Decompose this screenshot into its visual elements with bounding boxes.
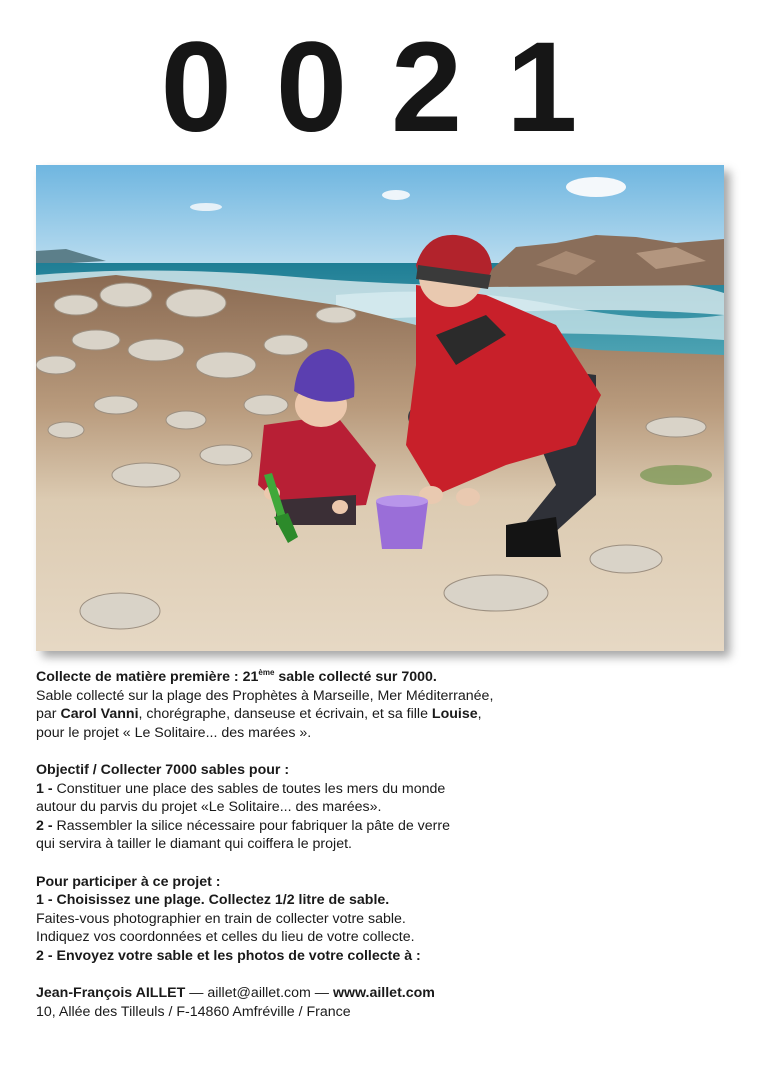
participate-heading: Pour participer à ce projet :	[36, 873, 221, 890]
person-name-carol: Carol Vanni	[60, 706, 139, 723]
objective-item-2-cont: qui servira à tailler le diamant qui coiffera le projet.	[36, 836, 352, 853]
contact-line: Jean-François AILLET — aillet@aillet.com — www.aillet.com	[36, 985, 435, 1002]
participate-step-1: 1 - Choisissez une plage. Collectez 1/2 litre de sable.	[36, 892, 390, 909]
contact-address: 10, Allée des Tilleuls / F-14860 Amfréville / France	[36, 1003, 351, 1020]
objective-item-1-cont: autour du parvis du projet «Le Solitaire... des marées».	[36, 799, 382, 816]
objective-heading: Objectif / Collecter 7000 sables pour :	[36, 761, 290, 778]
objective-item-2: 2 - Rassembler la silice nécessaire pour fabriquer la pâte de verre	[36, 817, 451, 834]
description-text	[36, 668, 726, 1021]
participate-line-1: Faites-vous photographier en train de collecter votre sable.	[36, 910, 406, 927]
contact-website[interactable]: www.aillet.com	[332, 985, 435, 1002]
intro-line-3: pour le projet « Le Solitaire... des marées ».	[36, 724, 312, 741]
beach-photo	[36, 165, 724, 651]
contact-email[interactable]: aillet@aillet.com	[207, 985, 311, 1002]
intro-line-2: par Carol Vanni, chorégraphe, danseuse et écrivain, et sa fille Louise,	[36, 706, 482, 723]
collection-number: 0021	[160, 16, 622, 159]
intro-title: Collecte de matière première : 21ème sable collecté sur 7000.	[36, 668, 437, 685]
participate-step-2: 2 - Envoyez votre sable et les photos de votre collecte à :	[36, 947, 421, 964]
participate-line-2: Indiquez vos coordonnées et celles du lieu de votre collecte.	[36, 929, 415, 946]
intro-line-1: Sable collecté sur la plage des Prophètes à Marseille, Mer Méditerranée,	[36, 687, 494, 704]
person-name-louise: Louise	[431, 706, 478, 723]
contact-name: Jean-François AILLET	[36, 985, 186, 1002]
objective-item-1: 1 - Constituer une place des sables de toutes les mers du monde	[36, 780, 446, 797]
